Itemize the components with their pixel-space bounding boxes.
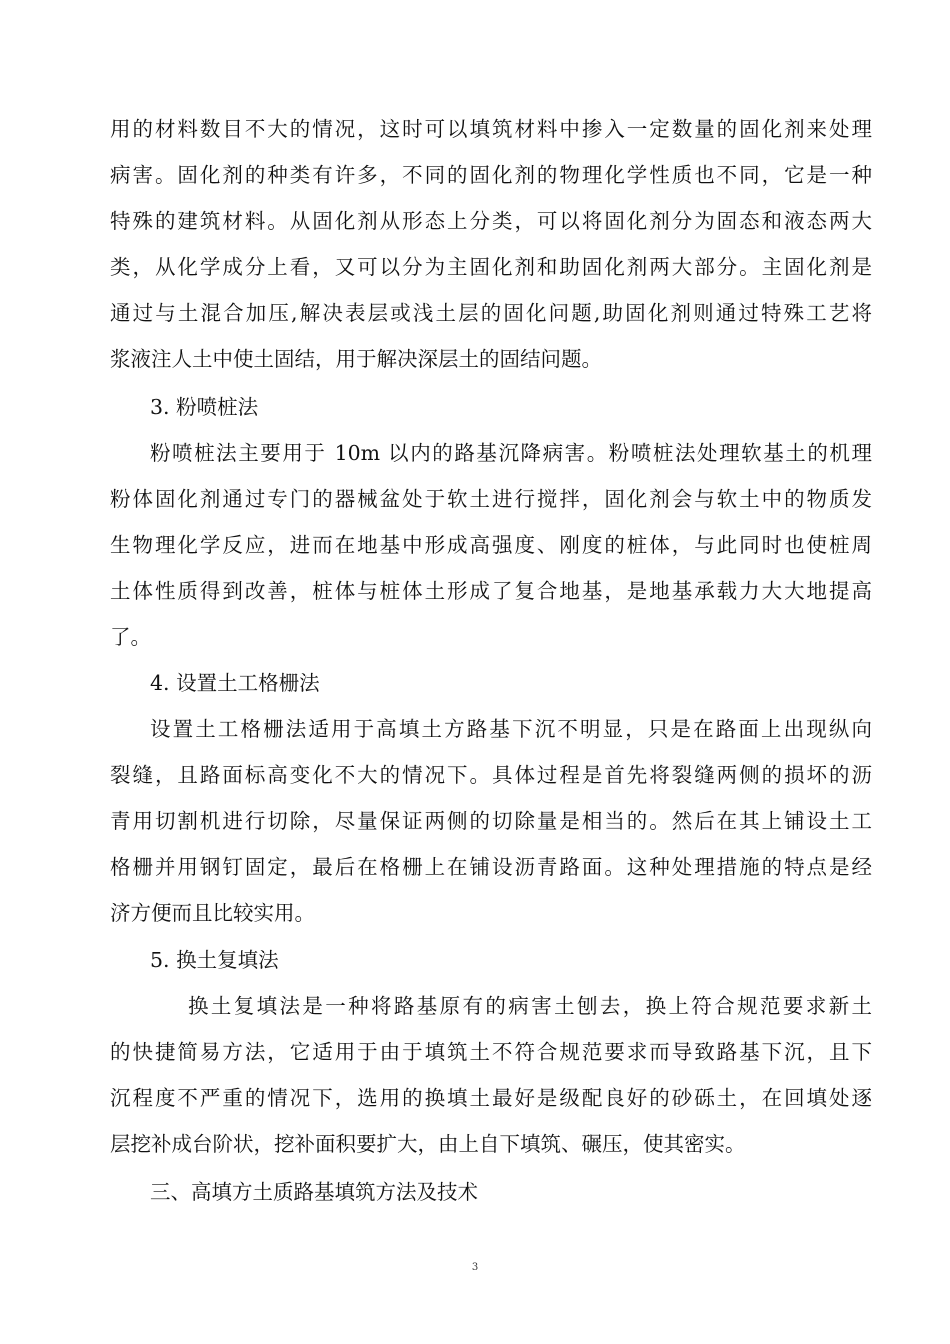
paragraph-line: 设置土工格栅法适用于高填土方路基下沉不明显，只是在路面上出现纵向 — [150, 717, 872, 741]
paragraph-line: 青用切割机进行切除，尽量保证两侧的切除量是相当的。然后在其上铺设土工 — [110, 809, 872, 833]
paragraph-line: 裂缝，且路面标高变化不大的情况下。具体过程是首先将裂缝两侧的损坏的沥 — [110, 763, 872, 787]
section-heading: 4. 设置土工格栅法 — [150, 671, 320, 695]
paragraph-line: 换土复填法是一种将路基原有的病害土刨去，换上符合规范要求新土 — [188, 994, 872, 1018]
section-heading: 5. 换土复填法 — [150, 948, 279, 972]
paragraph-line: 用的材料数目不大的情况，这时可以填筑材料中掺入一定数量的固化剂来处理 — [110, 117, 872, 141]
section-heading: 3. 粉喷桩法 — [150, 395, 259, 419]
paragraph-line: 通过与土混合加压,解决表层或浅土层的固化问题,助固化剂则通过特殊工艺将 — [110, 301, 872, 325]
chapter-heading: 三、高填方土质路基填筑方法及技术 — [150, 1180, 478, 1204]
paragraph-line: 浆液注人土中使土固结，用于解决深层土的固结问题。 — [110, 347, 602, 371]
paragraph-line: 的快捷简易方法，它适用于由于填筑土不符合规范要求而导致路基下沉，且下 — [110, 1040, 872, 1064]
paragraph-line: 了。 — [110, 625, 151, 649]
paragraph-line: 生物理化学反应，进而在地基中形成高强度、刚度的桩体，与此同时也使桩周 — [110, 533, 872, 557]
paragraph-line: 格栅并用钢钉固定，最后在格栅上在铺设沥青路面。这种处理措施的特点是经 — [110, 855, 872, 879]
paragraph-line: 病害。固化剂的种类有许多，不同的固化剂的物理化学性质也不同，它是一种 — [110, 163, 872, 187]
page-number: 3 — [471, 1262, 479, 1273]
paragraph-line: 沉程度不严重的情况下，选用的换填土最好是级配良好的砂砾土，在回填处逐 — [110, 1086, 872, 1110]
paragraph-line: 类，从化学成分上看，又可以分为主固化剂和助固化剂两大部分。主固化剂是 — [110, 255, 872, 279]
paragraph-line: 土体性质得到改善，桩体与桩体土形成了复合地基，是地基承载力大大地提高 — [110, 579, 872, 603]
paragraph-line: 粉喷桩法主要用于 10m 以内的路基沉降病害。粉喷桩法处理软基土的机理 — [150, 441, 872, 465]
paragraph-line: 特殊的建筑材料。从固化剂从形态上分类，可以将固化剂分为固态和液态两大 — [110, 209, 872, 233]
paragraph-line: 济方便而且比较实用。 — [110, 901, 315, 925]
paragraph-line: 粉体固化剂通过专门的器械盆处于软土进行搅拌，固化剂会与软土中的物质发 — [110, 487, 872, 511]
paragraph-line: 层挖补成台阶状，挖补面积要扩大，由上自下填筑、碾压，使其密实。 — [110, 1132, 746, 1156]
